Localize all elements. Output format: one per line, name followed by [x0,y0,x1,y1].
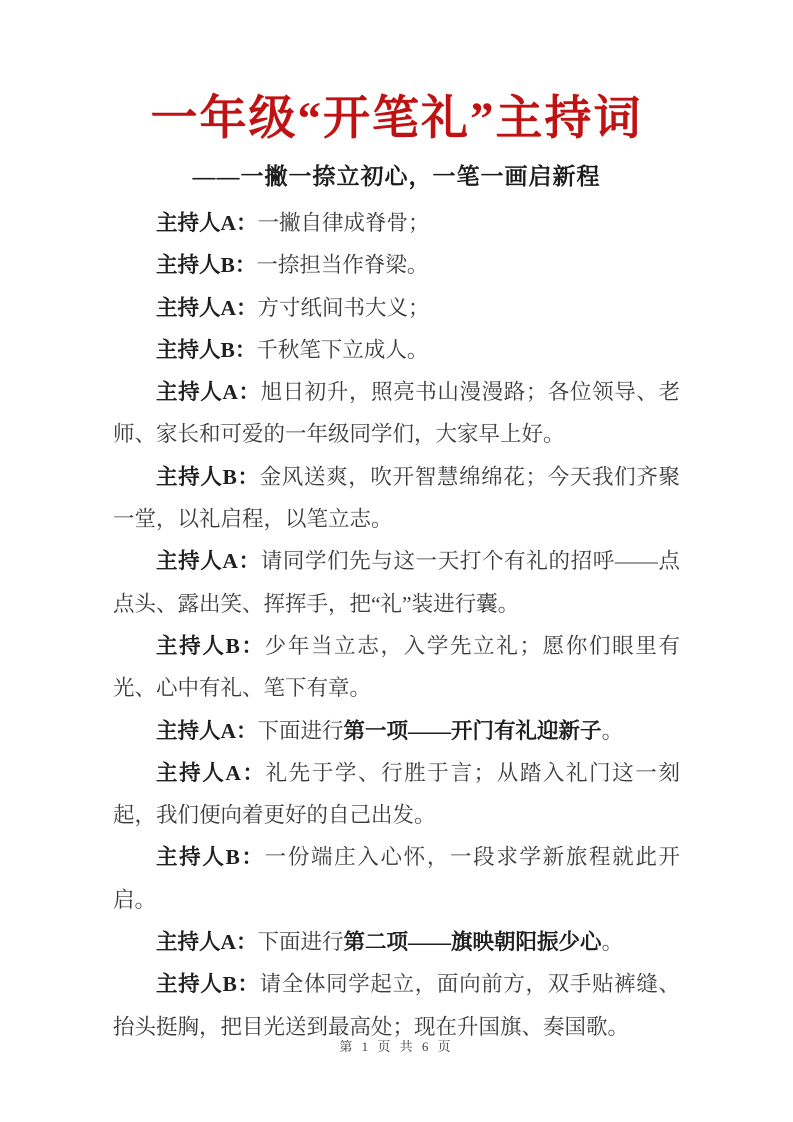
dialogue-text: 。 [601,930,624,955]
dialogue-text: 金风送爽，吹开智慧绵绵花；今天我们齐聚一堂，以礼启程，以笔立志。 [113,464,680,532]
speaker-label: 主持人B： [156,253,257,278]
dialogue-paragraph [113,710,680,752]
dialogue-text: 。 [601,718,624,743]
speaker-label: 主持人A： [156,295,258,320]
dialogue-paragraph [113,752,680,837]
page-footer: 第 1 页 共 6 页 [339,1039,454,1054]
dialogue-paragraph [113,625,680,710]
dialogue-text: 少年当立志，入学先立礼；愿你们眼里有光、心中有礼、笔下有章。 [113,633,680,701]
dialogue-text: 方寸纸间书大义； [257,295,430,320]
speaker-label: 主持人A： [156,549,261,574]
dialogue-text: 一捺担当作脊梁。 [256,253,429,278]
dialogue-text: 旭日初升，照亮书山漫漫路；各位领导、老师、家长和可爱的一年级同学们，大家早上好。 [113,380,680,447]
dialogue-paragraph [113,371,680,456]
dialogue-text: 下面进行 [257,718,344,743]
dialogue-paragraph [113,329,680,371]
dialogue-paragraph [113,244,680,286]
dialogue-text: 请同学们先与这一天打个有礼的招呼——点点头、露出笑、挥挥手，把“礼”装进行囊。 [113,549,680,616]
document-body [113,202,680,1048]
speaker-label: 主持人A： [156,930,258,955]
speaker-label: 主持人B： [156,633,265,658]
document-subtitle: ——一撇一捺立初心，一笔一画启新程 [192,164,601,189]
speaker-label: 主持人B： [156,464,260,489]
dialogue-paragraph [113,921,680,963]
dialogue-text: 第一项——开门有礼迎新子 [343,718,602,743]
speaker-label: 主持人B： [156,845,265,870]
dialogue-paragraph [113,540,680,625]
dialogue-text: 千秋笔下立成人。 [256,337,429,362]
dialogue-paragraph [113,836,680,921]
speaker-label: 主持人B： [156,972,260,997]
speaker-label: 主持人A： [156,380,261,405]
document-title: 一年级“开笔礼”主持词 [150,93,643,145]
dialogue-paragraph [113,963,680,1048]
speaker-label: 主持人B： [156,337,257,362]
speaker-label: 主持人A： [156,718,258,743]
dialogue-text: 一撇自律成脊骨； [257,211,430,235]
speaker-label: 主持人A： [156,760,266,785]
dialogue-paragraph [113,287,680,329]
dialogue-paragraph [113,202,680,244]
dialogue-text: 第二项——旗映朝阳振少心 [343,930,602,955]
dialogue-text: 礼先于学、行胜于言；从踏入礼门这一刻起，我们便向着更好的自己出发。 [113,760,680,828]
dialogue-text: 请全体同学起立，面向前方，双手贴裤缝、抬头挺胸，把目光送到最高处；现在升国旗、奏国歌。 [113,972,680,1039]
dialogue-text: 一份端庄入心怀，一段求学新旅程就此开启。 [113,845,680,912]
dialogue-text: 下面进行 [257,930,344,955]
dialogue-paragraph [113,456,680,541]
speaker-label: 主持人A： [156,211,258,235]
